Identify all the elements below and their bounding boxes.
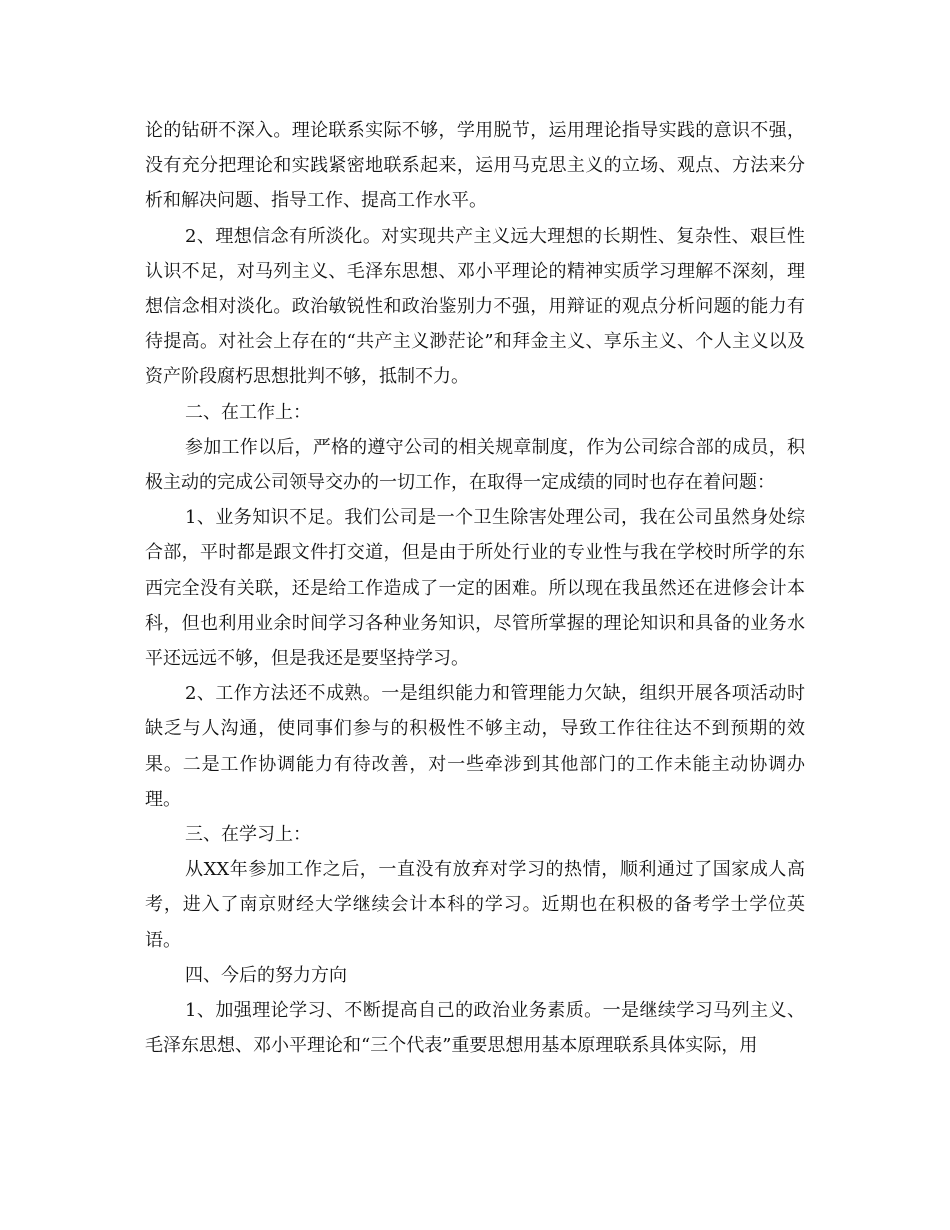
document-body: [145, 113, 805, 1063]
section-heading-study: 三、在学习上：: [185, 824, 311, 846]
paragraph-theory-study: 1、加强理论学习、不断提高自己的政治业务素质。一是继续学习马列主义、毛泽东思想、邓小平理论和“三个代表”重要思想用基本原理联系具体实际，用: [145, 1000, 805, 1057]
paragraph-business-knowledge: 1、业务知识不足。我们公司是一个卫生除害处理公司，我在公司虽然身处综合部，平时都是跟文件打交道，但是由于所处行业的专业性与我在学校时所学的东西完全没有关联，还是给工作造成了一定的困难。所以现在我虽然还在进修会计本科，但也利用业余时间学习各种业务知识，尽管所掌握的理论知识和具备的业务水平还远远不够，但是我还是要坚持学习。: [145, 507, 805, 670]
paragraph-ideals-beliefs: 2、理想信念有所淡化。对实现共产主义远大理想的长期性、复杂性、艰巨性认识不足，对马列主义、毛泽东思想、邓小平理论的精神实质学习理解不深刻，理想信念相对淡化。政治敏锐性和政治鉴别力不强，用辩证的观点分析问题的能力有待提高。对社会上存在的“共产主义渺茫论”和拜金主义、享乐主义、个人主义以及资产阶段腐朽思想批判不够，抵制不力。: [145, 225, 805, 388]
paragraph-continuation: 论的钻研不深入。理论联系实际不够，学用脱节，运用理论指导实践的意识不强，没有充分把理论和实践紧密地联系起来，运用马克思主义的立场、观点、方法来分析和解决问题、指导工作、提高工作水平。: [145, 120, 805, 212]
section-heading-work: 二、在工作上：: [185, 401, 311, 423]
section-heading-future: 四、今后的努力方向: [185, 964, 347, 986]
paragraph-study: 从XX年参加工作之后，一直没有放弃对学习的热情，顺利通过了国家成人高考，进入了南京财经大学继续会计本科的学习。近期也在积极的备考学士学位英语。: [145, 859, 805, 951]
paragraph-work-intro: 参加工作以后，严格的遵守公司的相关规章制度，作为公司综合部的成员，积极主动的完成公司领导交办的一切工作，在取得一定成绩的同时也存在着问题：: [145, 436, 805, 494]
paragraph-work-methods: 2、工作方法还不成熟。一是组织能力和管理能力欠缺，组织开展各项活动时缺乏与人沟通，使同事们参与的积极性不够主动，导致工作往往达不到预期的效果。二是工作协调能力有待改善，对一些牵涉到其他部门的工作未能主动协调办理。: [145, 683, 805, 810]
